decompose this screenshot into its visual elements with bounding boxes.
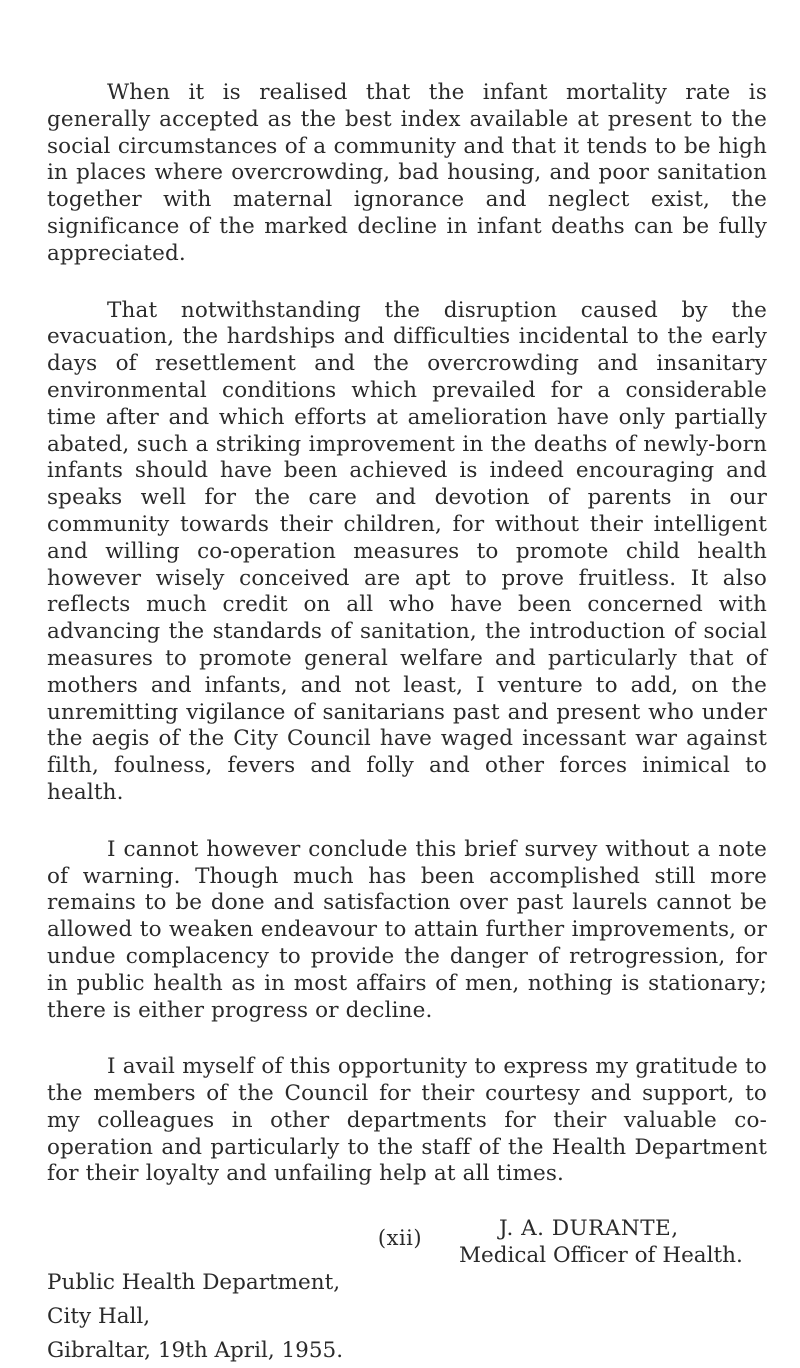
address-line-building: City Hall,	[47, 1303, 151, 1329]
address-line-place-date: Gibraltar, 19th April, 1955.	[47, 1337, 344, 1363]
signature-name: J. A. DURANTE,	[499, 1216, 679, 1242]
page-number: (xii)	[377, 1226, 423, 1250]
paragraph-3: I cannot however conclude this brief survey without a note of warning. Though much has been accomplished still more remains to be done and satisfaction over past laurels cannot be allowed to weaken endeavour to attain further improvements, or undue complacency to provide the danger of retrogression, for in public health as in most affairs of men, nothing is stationary; there is either progress or decline.	[47, 836, 767, 1023]
sender-address	[47, 1266, 767, 1368]
paragraph-4: I avail myself of this opportunity to express my gratitude to the members of the Council for their courtesy and support, to my colleagues in other departments for their valuable co-operation and particularly to the staff of the Health Department for their loyalty and unfailing help at all times.	[47, 1054, 767, 1187]
address-line-department: Public Health Department,	[47, 1269, 341, 1295]
paragraph-1: When it is realised that the infant mortality rate is generally accepted as the best index available at present to the social circumstances of a community and that it tends to be high in places where overcrowding, bad housing, and poor sanitation together with maternal ignorance and neglect exist, the significance of the marked decline in infant deaths can be fully appreciated.	[47, 80, 767, 266]
signature-title: Medical Officer of Health.	[459, 1243, 743, 1269]
document-page	[47, 80, 767, 1368]
paragraph-2: That notwithstanding the disruption caused by the evacuation, the hardships and difficulties incidental to the early days of resettlement and the overcrowding and insanitary environmental conditions which prevailed for a considerable time after and which efforts at amelioration have only partially abated, such a striking improvement in the deaths of newly-born infants should have been achieved is indeed encouraging and speaks well for the care and devotion of parents in our community towards their children, for without their intelligent and willing co-operation measures to promote child health however wisely conceived are apt to prove fruitless. It also reflects much credit on all who have been concerned with advancing the standards of sanitation, the introduction of social measures to promote general welfare and particularly that of mothers and infants, and not least, I venture to add, on the unremitting vigilance of sanitarians past and present who under the aegis of the City Council have waged incessant war against filth, foulness, fevers and folly and other forces inimical to health.	[47, 297, 767, 805]
